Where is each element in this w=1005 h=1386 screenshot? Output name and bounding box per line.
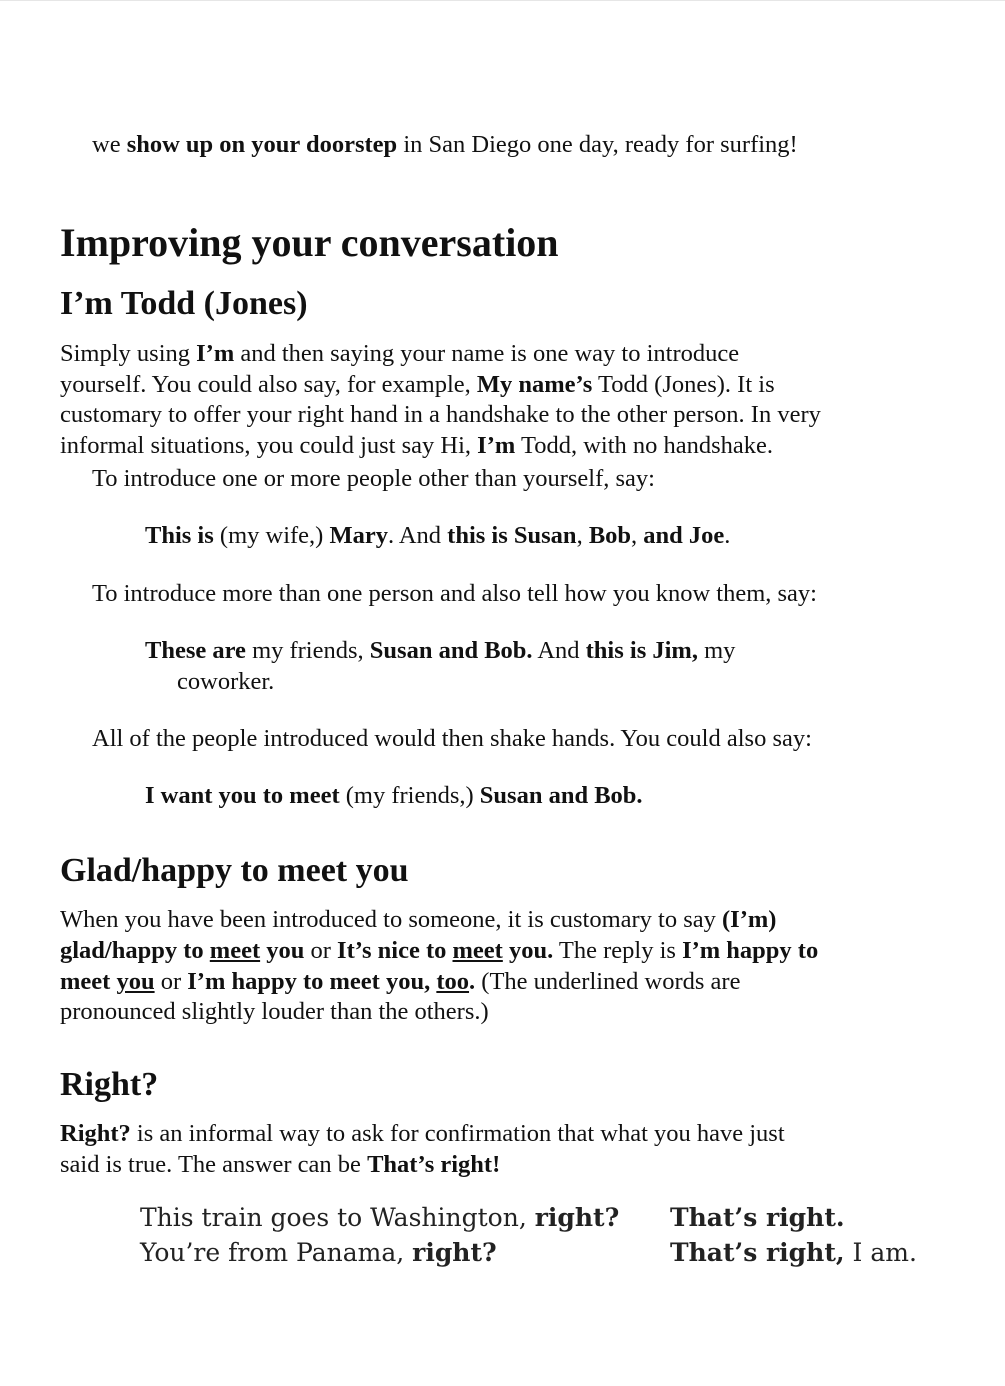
text: . And: [387, 522, 448, 549]
heading-glad-happy: Glad/happy to meet you: [60, 852, 409, 889]
todd-paragraph-4: All of the people introduced would then shake hands. You could also say:: [92, 725, 812, 752]
todd-paragraph-line-2: [60, 369, 775, 400]
text: ,: [631, 522, 644, 549]
phrase-bold: Susan and Bob.: [369, 637, 533, 664]
glad-paragraph-line-1: [60, 904, 776, 935]
phrase-bold: right?: [534, 1203, 620, 1232]
phrase-bold: These are: [145, 637, 246, 664]
text: is an informal way to ask for confirmation that what you have just: [130, 1120, 785, 1147]
phrase-bold: This is: [145, 522, 214, 549]
phrase-bold: That’s right.: [670, 1203, 845, 1232]
stressed-word: meet: [209, 937, 261, 964]
todd-paragraph-line-3: customary to offer your right hand in a handshake to the other person. In very: [60, 401, 821, 428]
text: You’re from Panama,: [140, 1238, 413, 1267]
text: yourself. You could also say, for example,: [60, 371, 477, 398]
section-title: Improving your conversation: [60, 220, 559, 265]
phrase-bold: show up on your doorstep: [126, 131, 398, 158]
phrase-bold: and Joe: [643, 522, 725, 549]
text: my: [697, 637, 736, 664]
phrase-bold: right?: [412, 1238, 497, 1267]
stressed-word: meet: [452, 937, 503, 964]
text: or: [304, 937, 338, 964]
phrase-bold: Mary: [329, 522, 388, 549]
text: (The underlined words are: [475, 968, 741, 995]
phrase-bold: (I’m): [722, 906, 777, 933]
text: or: [154, 968, 188, 995]
example-question: [140, 1235, 497, 1270]
text: we: [92, 131, 127, 158]
text: my friends,: [245, 637, 370, 664]
text: ,: [576, 522, 589, 549]
text: And: [532, 637, 586, 664]
phrase-bold: It’s nice to: [337, 937, 453, 964]
phrase-bold: Right?: [60, 1120, 131, 1147]
text: Todd (Jones). It is: [592, 371, 775, 398]
text: I am.: [844, 1238, 917, 1267]
phrase-bold: glad/happy to: [60, 937, 210, 964]
text: (my wife,): [213, 522, 330, 549]
phrase-bold: you.: [502, 937, 554, 964]
heading-im-todd: I’m Todd (Jones): [60, 285, 308, 322]
example-answer: [670, 1235, 917, 1270]
phrase-bold: I’m: [196, 340, 235, 367]
glad-paragraph-line-2: [60, 935, 818, 966]
phrase-bold: you: [260, 937, 305, 964]
glad-paragraph-line-3: [60, 966, 740, 997]
text: When you have been introduced to someone, it is customary to say: [60, 906, 723, 933]
text: Todd, with no handshake.: [515, 432, 774, 459]
text: The reply is: [553, 937, 683, 964]
phrase-bold: this is Susan: [447, 522, 577, 549]
phrase-bold: I’m happy to: [682, 937, 819, 964]
phrase-bold: I’m: [477, 432, 516, 459]
phrase-bold: meet: [60, 968, 117, 995]
example-friends-line-2: coworker.: [177, 668, 275, 695]
example-question: [140, 1200, 619, 1235]
phrase-bold: That’s right!: [367, 1151, 501, 1178]
text: in San Diego one day, ready for surfing!: [397, 131, 798, 158]
text: informal situations, you could just say Hi,: [60, 432, 478, 459]
todd-paragraph-line-4: [60, 430, 773, 461]
phrase-bold: I want you to meet: [145, 782, 340, 809]
phrase-bold: Susan and Bob.: [479, 782, 643, 809]
phrase-bold: I’m happy to meet you,: [187, 968, 437, 995]
phrase-bold: Bob: [588, 522, 632, 549]
example-introduce-people: [145, 520, 730, 551]
right-paragraph-line-2: [60, 1149, 500, 1180]
page-top-edge: [0, 0, 1005, 1]
text: said is true. The answer can be: [60, 1151, 368, 1178]
phrase-bold: .: [469, 968, 476, 995]
todd-paragraph-line-1: [60, 338, 739, 369]
todd-paragraph-3: To introduce more than one person and also tell how you know them, say:: [92, 580, 817, 607]
stressed-word: you: [116, 968, 155, 995]
todd-paragraph-2: To introduce one or more people other than yourself, say:: [92, 465, 655, 492]
example-friends-line-1: [145, 635, 735, 666]
right-paragraph-line-1: [60, 1118, 785, 1149]
intro-line: [92, 129, 798, 160]
text: .: [724, 522, 731, 549]
text: Simply using: [60, 340, 197, 367]
text: (my friends,): [339, 782, 480, 809]
phrase-bold: That’s right,: [670, 1238, 845, 1267]
example-answer: [670, 1200, 845, 1235]
heading-right: Right?: [60, 1066, 159, 1103]
text: This train goes to Washington,: [140, 1203, 535, 1232]
phrase-bold: My name’s: [476, 371, 593, 398]
glad-paragraph-line-4: pronounced slightly louder than the others.): [60, 998, 489, 1025]
example-want-you-to-meet: [145, 780, 643, 811]
phrase-bold: this is Jim,: [585, 637, 698, 664]
text: and then saying your name is one way to introduce: [234, 340, 740, 367]
stressed-word: too: [436, 968, 470, 995]
